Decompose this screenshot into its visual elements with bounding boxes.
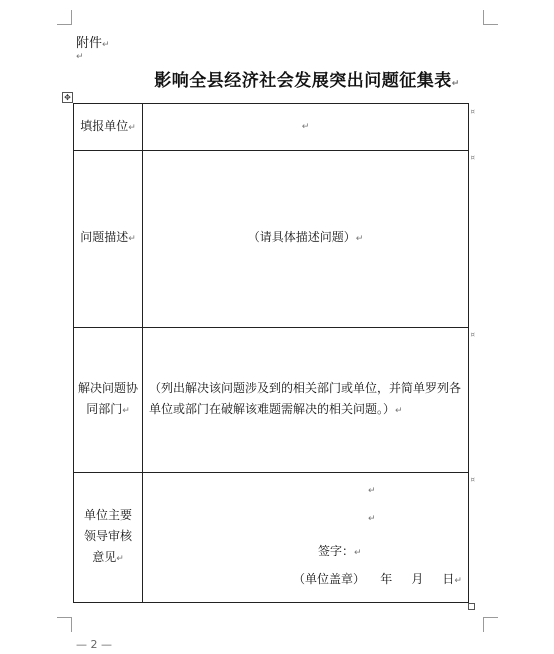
crop-mark-bottom-left xyxy=(57,617,72,632)
row-label: 单位主要领导审核意见↵ xyxy=(74,472,143,602)
table-resize-handle[interactable] xyxy=(468,603,475,610)
table-row xyxy=(74,104,475,151)
paragraph-mark-icon: ↵ xyxy=(122,405,130,416)
row-end-mark: ¤ xyxy=(470,108,475,116)
crop-mark-top-right xyxy=(483,10,498,25)
paragraph-mark-icon: ↵ xyxy=(355,234,364,244)
title-text: 影响全县经济社会发展突出问题征集表 xyxy=(154,71,452,91)
form-table xyxy=(73,103,475,603)
crop-mark-top-left xyxy=(57,10,72,25)
crop-mark-bottom-right xyxy=(483,617,498,632)
row-label: 问题描述↵ xyxy=(74,150,143,327)
paragraph-mark-icon: ↵ xyxy=(102,40,110,50)
row-end-mark: ¤ xyxy=(470,331,475,339)
paragraph-mark-icon: ↵ xyxy=(454,576,462,586)
page-title xyxy=(0,66,554,91)
paragraph-mark-icon: ↵ xyxy=(128,234,136,244)
row-label: 解决问题协同部门↵ xyxy=(74,327,143,472)
table-move-handle-icon[interactable]: ✥ xyxy=(62,92,73,103)
page-number: — 2 — xyxy=(76,638,112,651)
leader-review-field[interactable] xyxy=(143,472,468,602)
signature-label: 签字：↵ xyxy=(318,544,362,558)
row-label: 填报单位↵ xyxy=(74,104,143,150)
table-row xyxy=(74,150,475,328)
paragraph-mark-icon: ↵ xyxy=(368,486,376,496)
paragraph-mark-icon: ↵ xyxy=(368,514,376,524)
paragraph-mark-icon: ↵ xyxy=(76,52,84,62)
table-row xyxy=(74,327,475,473)
paragraph-mark-icon: ↵ xyxy=(354,548,362,558)
row-end-mark: ¤ xyxy=(470,154,475,162)
table-row xyxy=(74,472,475,602)
paragraph-mark-icon: ↵ xyxy=(395,405,403,416)
row-end-mark: ¤ xyxy=(470,476,475,484)
attachment-label xyxy=(76,32,110,51)
coordinating-departments-field[interactable]: （列出解决该问题涉及到的相关部门或单位，并简单罗列各单位或部门在破解该难题需解决的相关问题。）↵ xyxy=(149,380,462,416)
reporting-unit-field[interactable] xyxy=(143,104,468,150)
paragraph-mark-icon: ↵ xyxy=(301,121,310,132)
seal-date-line: （单位盖章） 年 月 日↵ xyxy=(293,572,462,586)
paragraph-mark-icon: ↵ xyxy=(116,553,124,564)
paragraph-mark-icon: ↵ xyxy=(451,79,460,89)
paragraph-mark-icon: ↵ xyxy=(128,122,136,133)
problem-description-field[interactable]: （请具体描述问题）↵ xyxy=(247,230,364,244)
attachment-text: 附件 xyxy=(76,36,103,51)
